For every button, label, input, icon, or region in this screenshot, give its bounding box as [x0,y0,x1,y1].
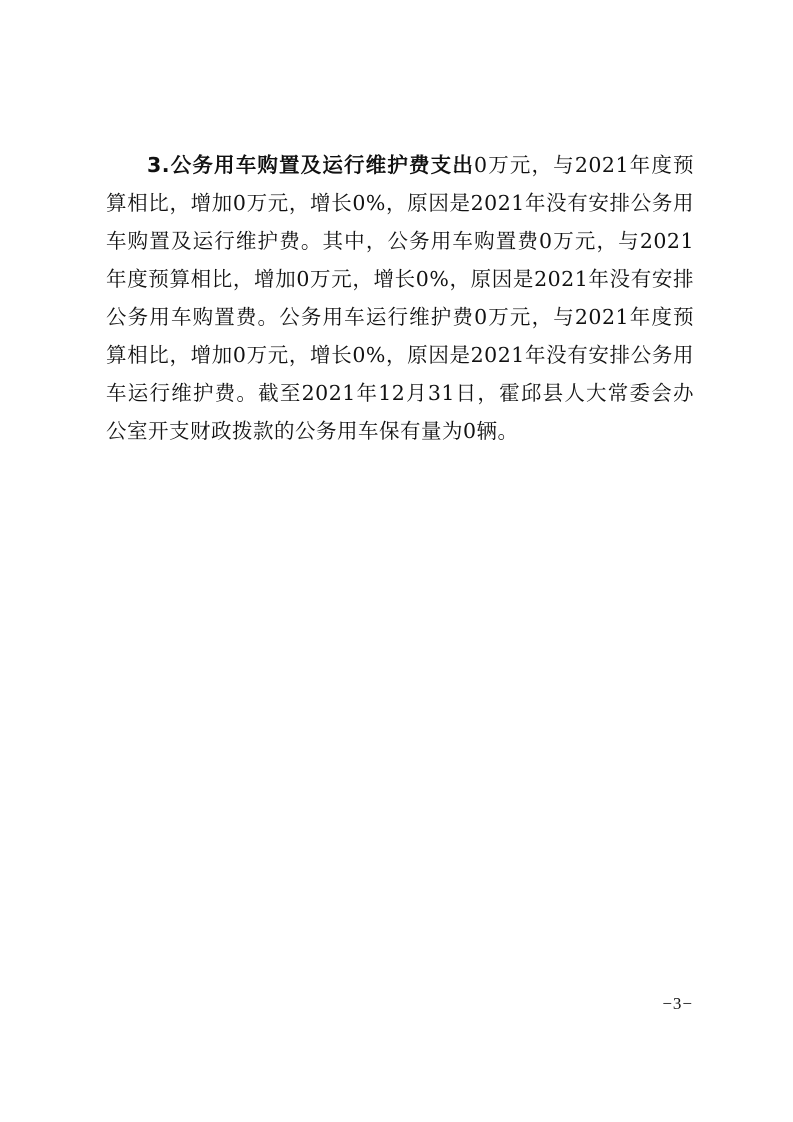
page-number: −3− [662,994,693,1013]
section-heading: 3.公务用车购置及运行维护费支出 [147,153,474,177]
body-paragraph [106,146,694,450]
paragraph-text: 0万元，与2021年度预算相比，增加0万元，增长0%，原因是2021年没有安排公务用车购置及运行维护费。其中，公务用车购置费0万元，与2021年度预算相比，增加0万元，增长0%，原因是2021年没有安排公务用车购置费。公务用车运行维护费0万元，与2021年度预算相比，增加0万元，增长0%，原因是2021年没有安排公务用车运行维护费。截至2021年12月31日，霍邱县人大常委会办公室开支财政拨款的公务用车保有量为0辆。 [106,153,694,443]
